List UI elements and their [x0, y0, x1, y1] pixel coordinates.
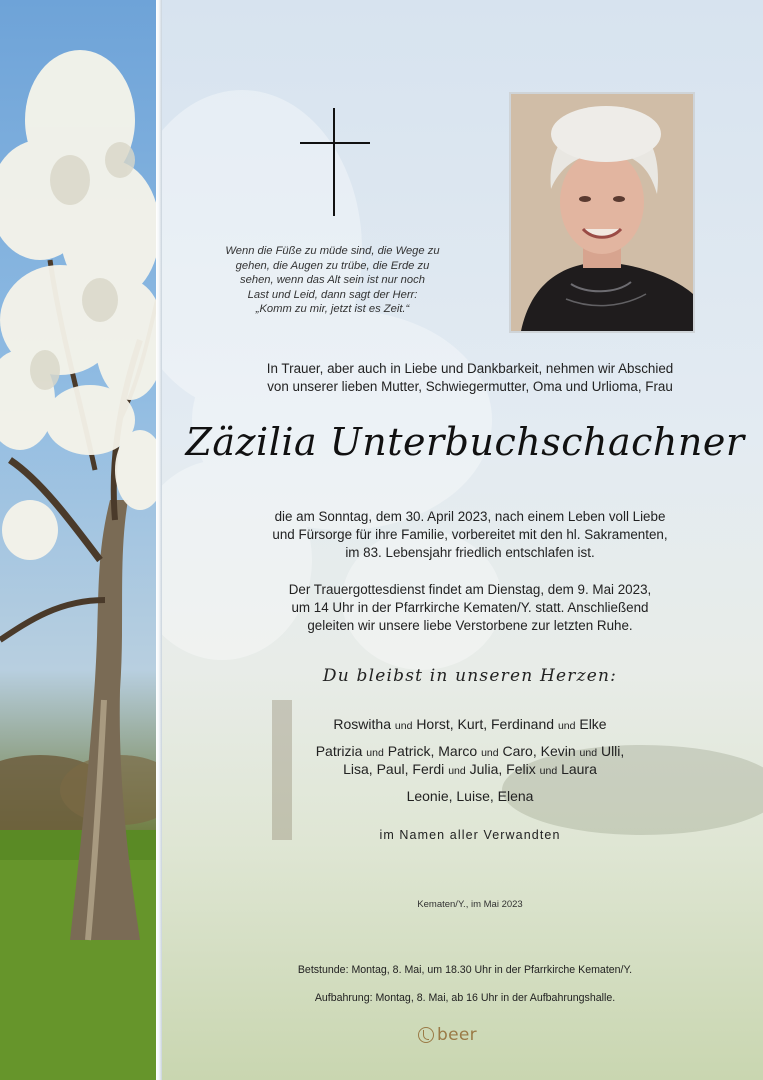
mourners-line — [190, 761, 750, 777]
funeral-service-notice — [190, 581, 750, 635]
prayer-hour: Betstunde: Montag, 8. Mai, um 18.30 Uhr in der Pfarrkirche Kematen/Y. — [297, 964, 633, 976]
conjunction: und — [579, 747, 598, 759]
conjunction: und — [394, 720, 413, 732]
mourners-line: Leonie, Luise, Elena — [406, 788, 534, 804]
mourner-names: Caro, Kevin — [502, 743, 576, 759]
funeral-home-logo — [418, 1024, 477, 1046]
viewing-info: Aufbahrung: Montag, 8. Mai, ab 16 Uhr in der Aufbahrungshalle. — [314, 992, 616, 1004]
poem — [200, 244, 465, 317]
service-line: geleiten wir unsere liebe Verstorbene zur letzten Ruhe. — [307, 618, 633, 633]
mourners-line — [190, 743, 750, 759]
conjunction: und — [557, 720, 576, 732]
conjunction: und — [448, 765, 466, 777]
poem-line: Wenn die Füße zu müde sind, die Wege zu — [225, 245, 440, 257]
poem-line: sehen, wenn das Alt sein ist nur noch — [240, 274, 425, 287]
death-line: im 83. Lebensjahr friedlich entschlafen ist. — [345, 545, 595, 560]
mourner-names: Patrizia — [315, 743, 363, 759]
mourner-names: Laura — [561, 761, 597, 777]
conjunction: und — [539, 765, 558, 777]
poem-line: Last und Leid, dann sagt der Herr: — [247, 288, 418, 301]
mourner-names: Elke — [579, 716, 607, 732]
service-line: Der Trauergottesdienst findet am Dienstag, dem 9. Mai 2023, — [288, 582, 652, 597]
mourner-names: Lisa, Paul, Ferdi — [343, 761, 445, 777]
death-line: die am Sonntag, dem 30. April 2023, nach einem Leben voll Liebe — [274, 509, 666, 524]
latin-cross-icon — [300, 108, 370, 216]
mourner-names: Patrick, Marco — [387, 743, 478, 759]
mourner-names: Horst, Kurt, Ferdinand — [416, 716, 555, 732]
logo-mark-icon — [418, 1027, 434, 1043]
conjunction: und — [366, 747, 384, 759]
mourners-line — [190, 716, 750, 732]
intro-line: In Trauer, aber auch in Liebe und Dankbarkeit, nehmen wir Abschied — [266, 361, 674, 376]
place-date: Kematen/Y., im Mai 2023 — [417, 899, 523, 910]
mourner-names: Julia, Felix — [469, 761, 536, 777]
logo-text: beer — [437, 1025, 477, 1045]
death-notice — [190, 508, 750, 562]
death-line: und Fürsorge für ihre Familie, vorbereitet mit den hl. Sakramenten, — [272, 527, 668, 542]
poem-line: gehen, die Augen zu trübe, die Erde zu — [235, 259, 430, 272]
portrait-photo — [509, 92, 695, 333]
service-line: um 14 Uhr in der Pfarrkirche Kematen/Y. statt. Anschließend — [291, 600, 649, 615]
motto: Du bleibst in unseren Herzen: — [322, 666, 618, 686]
mourner-names: Roswitha — [333, 716, 391, 732]
deceased-name: Zäzilia Unterbuchschachner — [185, 420, 745, 464]
intro-text — [190, 360, 750, 396]
poem-line: „Komm zu mir, jetzt ist es Zeit.“ — [255, 303, 410, 316]
relatives-note: im Namen aller Verwandten — [379, 828, 561, 842]
conjunction: und — [481, 747, 499, 759]
photo-divider — [156, 0, 162, 1080]
mourner-names: Ulli, — [600, 743, 625, 759]
tree-photo — [0, 0, 157, 1080]
intro-line: von unserer lieben Mutter, Schwiegermutter, Oma und Urlioma, Frau — [267, 379, 673, 394]
